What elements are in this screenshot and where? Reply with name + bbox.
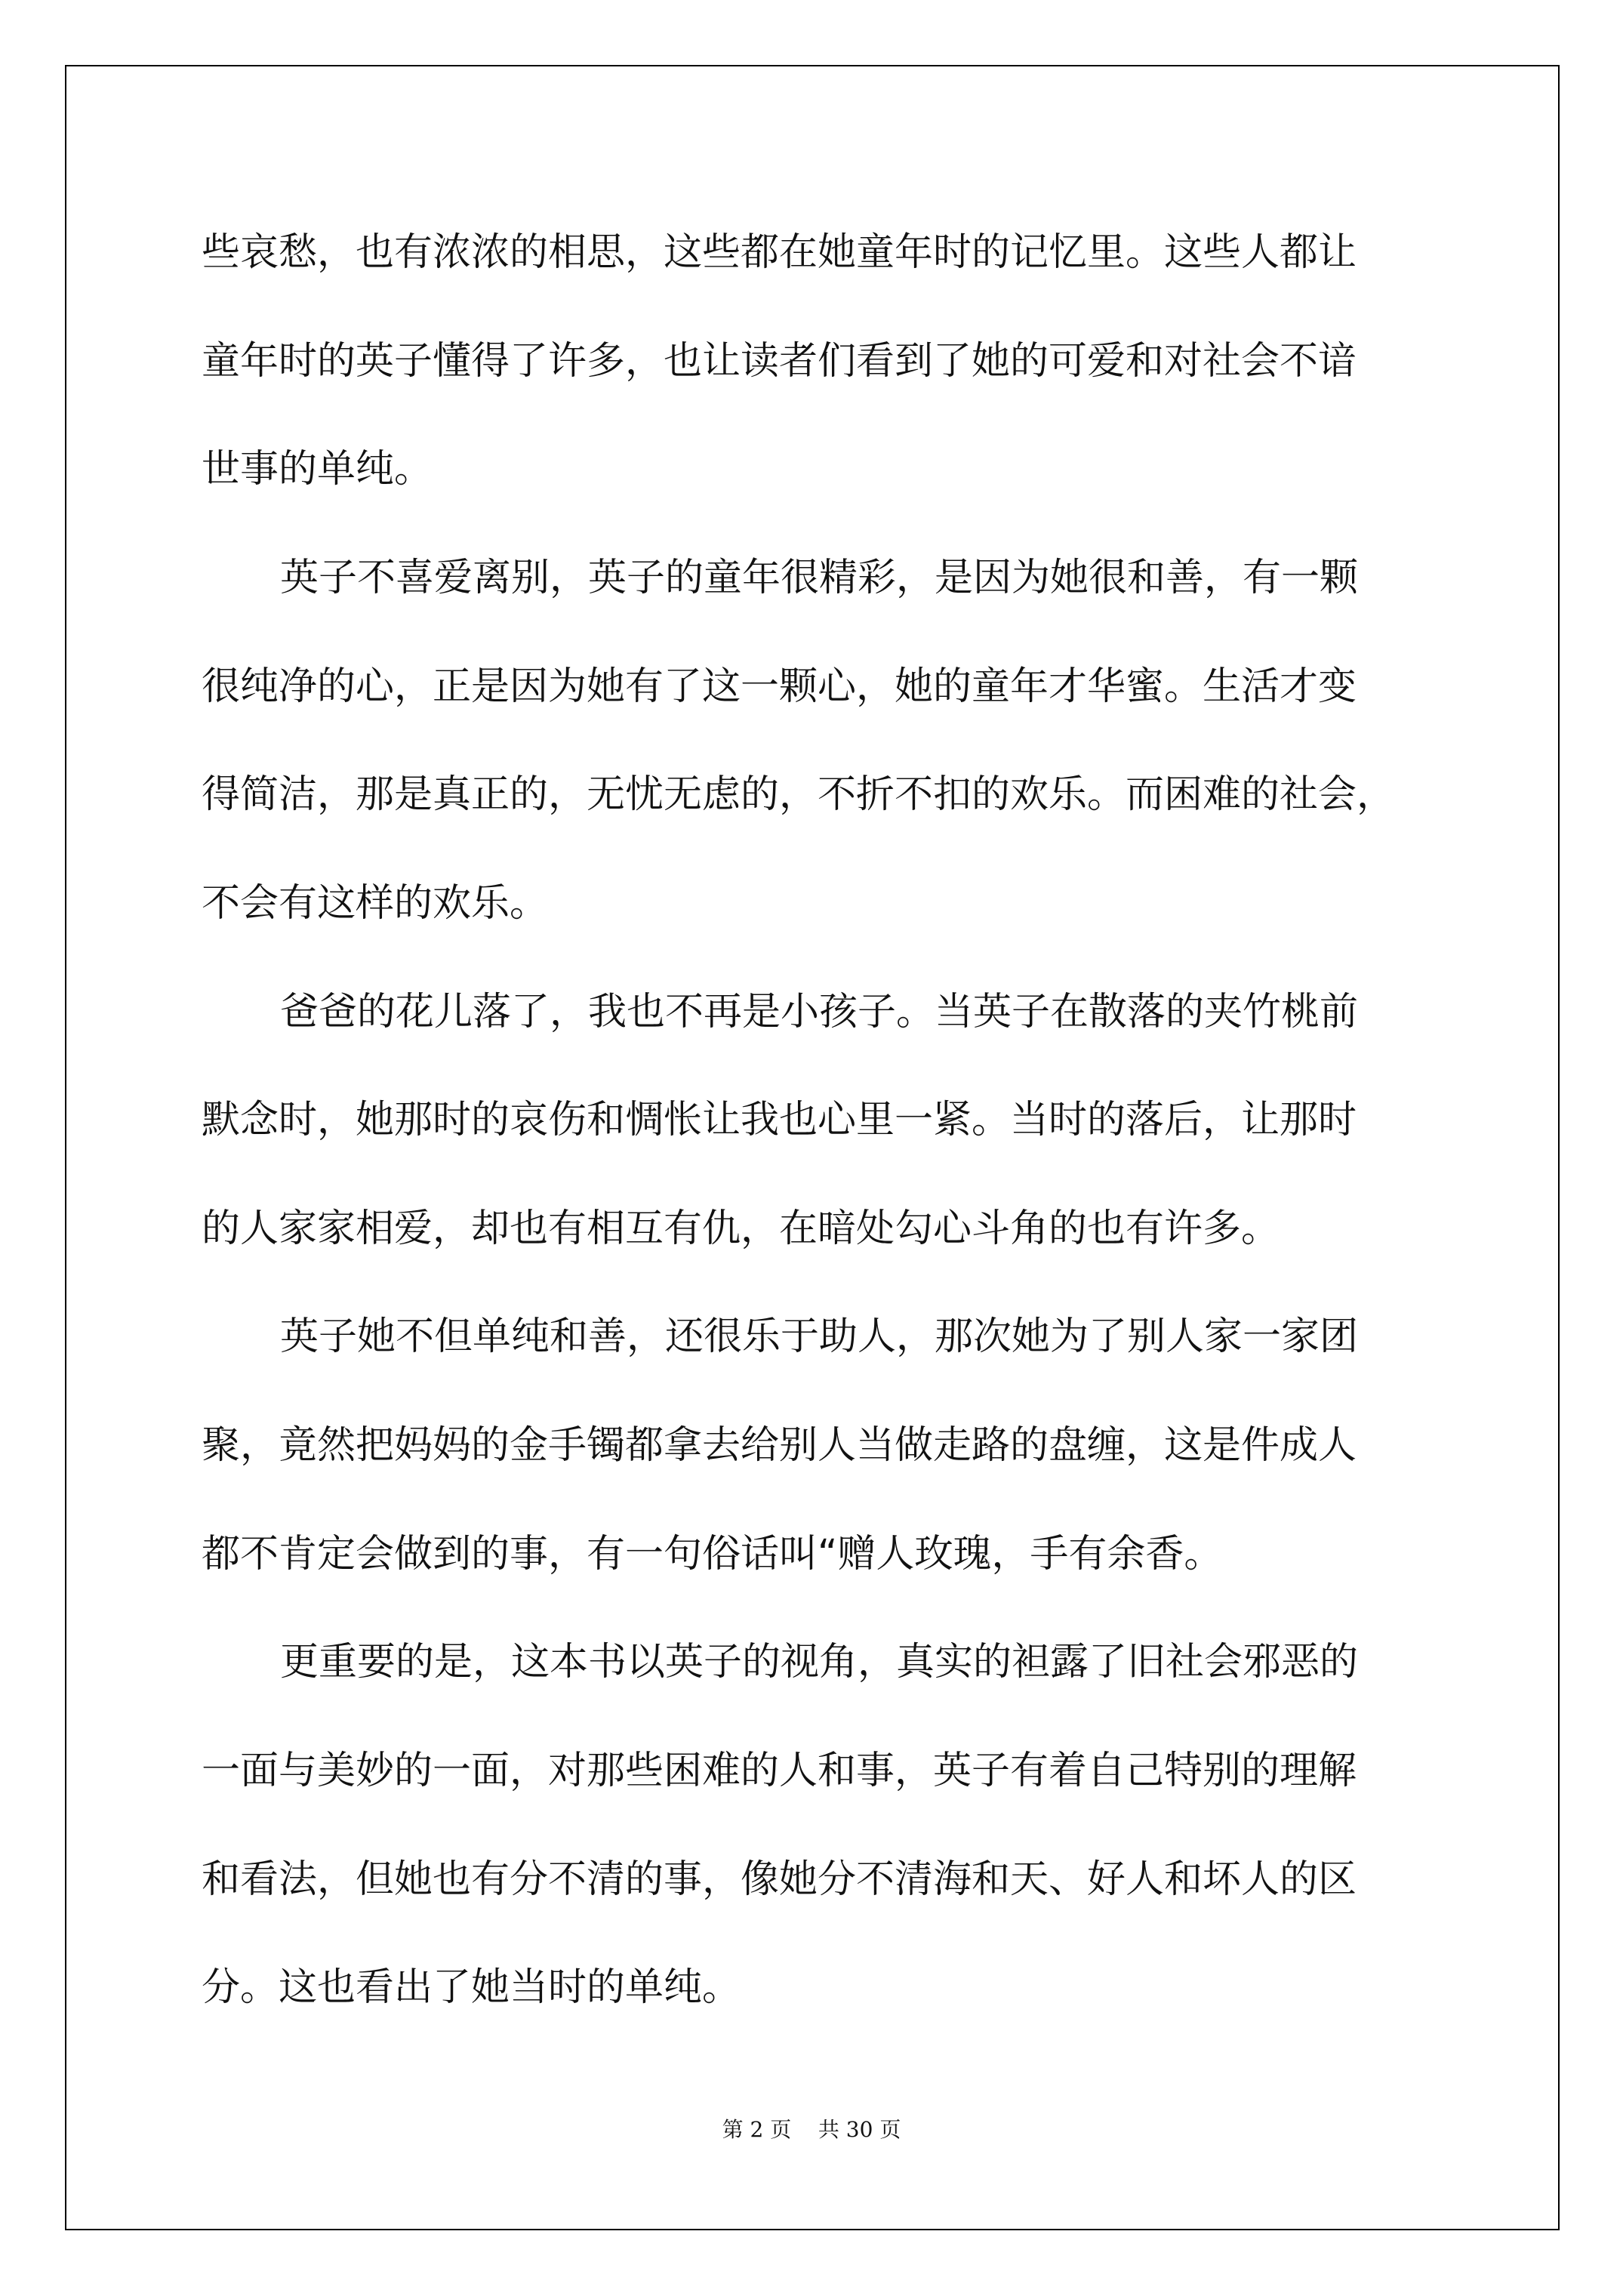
text-line: 很纯净的心，正是因为她有了这一颗心，她的童年才华蜜。生活才变: [202, 664, 1357, 709]
text-line: 都不肯定会做到的事，有一句俗话叫“赠人玫瑰，手有余香。: [202, 1532, 1223, 1576]
text-line: 不会有这样的欢乐。: [202, 881, 549, 926]
paragraph-start-line: 英子她不但单纯和善，还很乐于助人，那次她为了别人家一家团: [280, 1314, 1359, 1359]
text-line: 世事的单纯。: [202, 447, 433, 492]
text-line: 和看法，但她也有分不清的事，像她分不清海和天、好人和坏人的区: [202, 1857, 1357, 1902]
paragraph-start-line: 更重要的是，这本书以英子的视角，真实的袒露了旧社会邪恶的: [280, 1640, 1359, 1684]
text-line: 默念时，她那时的哀伤和惆怅让我也心里一紧。当时的落后，让那时: [202, 1098, 1357, 1142]
paragraph-start-line: 爸爸的花儿落了，我也不再是小孩子。当英子在散落的夹竹桃前: [280, 990, 1359, 1034]
page-footer: [0, 2117, 1623, 2143]
page-number: 第 2 页: [722, 2117, 792, 2142]
page-total: 共 30 页: [818, 2117, 901, 2142]
text-line: 得简洁，那是真正的，无忧无虑的，不折不扣的欢乐。而困难的社会，: [202, 772, 1396, 817]
text-line: 些哀愁，也有浓浓的相思，这些都在她童年时的记忆里。这些人都让: [202, 230, 1357, 275]
text-line: 分。这也看出了她当时的单纯。: [202, 1965, 741, 2010]
text-line: 聚，竟然把妈妈的金手镯都拿去给别人当做走路的盘缠，这是件成人: [202, 1423, 1357, 1468]
text-line: 一面与美妙的一面，对那些困难的人和事，英子有着自己特别的理解: [202, 1749, 1357, 1793]
paragraph-start-line: 英子不喜爱离别，英子的童年很精彩，是因为她很和善，有一颗: [280, 556, 1359, 600]
text-line: 童年时的英子懂得了许多，也让读者们看到了她的可爱和对社会不谙: [202, 339, 1357, 384]
text-line: 的人家家相爱，却也有相互有仇，在暗处勾心斗角的也有许多。: [202, 1207, 1280, 1251]
page-border: [65, 65, 1560, 2230]
